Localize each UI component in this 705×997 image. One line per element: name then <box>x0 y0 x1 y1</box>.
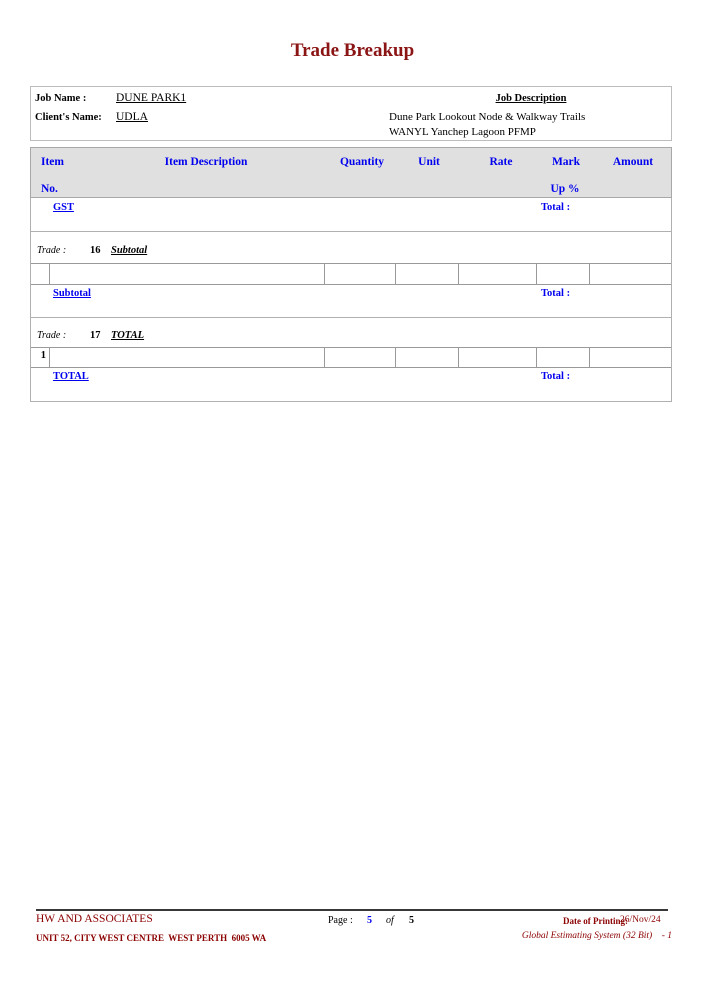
subtotal-label: Subtotal <box>53 288 91 299</box>
cell-item-description <box>50 264 325 284</box>
col-quantity: Quantity <box>339 156 385 168</box>
col-item-description: Item Description <box>164 156 248 168</box>
col-rate: Rate <box>489 156 513 168</box>
col-item: Item <box>41 156 64 168</box>
job-description-line-2: WANYL Yanchep Lagoon PFMP <box>389 126 536 138</box>
col-unit: Unit <box>418 156 440 168</box>
job-name-label: Job Name : <box>35 93 87 104</box>
footer-date-value: 26/Nov/24 <box>620 915 661 925</box>
col-mark: Mark <box>551 156 581 168</box>
trade-17-number: 17 <box>90 330 101 341</box>
trade-17-heading <box>31 318 671 347</box>
footer-divider <box>36 909 668 911</box>
trade-16-heading <box>31 232 671 263</box>
cell-rate <box>459 264 538 284</box>
cell-item-no <box>31 264 50 284</box>
cell-unit <box>396 348 459 367</box>
subtotal-total-label: Total : <box>541 288 571 299</box>
footer-page-total: 5 <box>409 915 414 926</box>
table-body <box>30 198 672 402</box>
client-name-value: UDLA <box>116 111 148 123</box>
col-no: No. <box>41 183 58 195</box>
cell-mark-up <box>537 348 590 367</box>
gst-section-row <box>31 198 671 232</box>
cell-mark-up <box>537 264 590 284</box>
trade-17-item-row <box>31 347 671 368</box>
total-section-row <box>31 368 671 402</box>
gst-label: GST <box>53 202 75 213</box>
trade-16-prefix: Trade : <box>37 245 67 256</box>
trade-16-name: Subtotal <box>111 245 148 256</box>
job-name-value: DUNE PARK1 <box>116 92 187 104</box>
cell-amount <box>590 348 671 367</box>
footer-page-label: Page : <box>328 915 353 926</box>
total-label: TOTAL <box>53 371 89 382</box>
footer-page-current: 5 <box>367 915 372 926</box>
footer-date-label: Date of Printing: <box>563 916 628 926</box>
cell-item-description <box>50 348 325 367</box>
job-description-line-1: Dune Park Lookout Node & Walkway Trails <box>389 111 586 123</box>
trade-16-number: 16 <box>90 245 101 256</box>
gst-total-label: Total : <box>541 202 571 213</box>
trade-17-prefix: Trade : <box>37 330 67 341</box>
cell-item-no: 1 <box>31 348 50 367</box>
total-total-label: Total : <box>541 371 571 382</box>
cell-amount <box>590 264 671 284</box>
cell-unit <box>396 264 459 284</box>
job-info-box <box>30 86 672 141</box>
client-name-label: Client's Name: <box>35 112 102 123</box>
page-title: Trade Breakup <box>290 40 415 61</box>
footer-company-name: HW AND ASSOCIATES <box>36 913 153 925</box>
footer-system-name: Global Estimating System (32 Bit) - 1 <box>521 931 672 941</box>
footer-address: UNIT 52, CITY WEST CENTRE WEST PERTH 6005 WA <box>36 933 267 943</box>
subtotal-section-row <box>31 285 671 318</box>
table-header <box>30 147 672 198</box>
job-description-label: Job Description <box>495 93 567 104</box>
col-amount: Amount <box>612 156 654 168</box>
cell-rate <box>459 348 538 367</box>
col-up-pct: Up % <box>550 183 580 195</box>
cell-quantity <box>325 348 396 367</box>
footer-page-of: of <box>386 915 394 926</box>
trade-16-item-row <box>31 263 671 285</box>
cell-quantity <box>325 264 396 284</box>
trade-17-name: TOTAL <box>111 330 145 341</box>
